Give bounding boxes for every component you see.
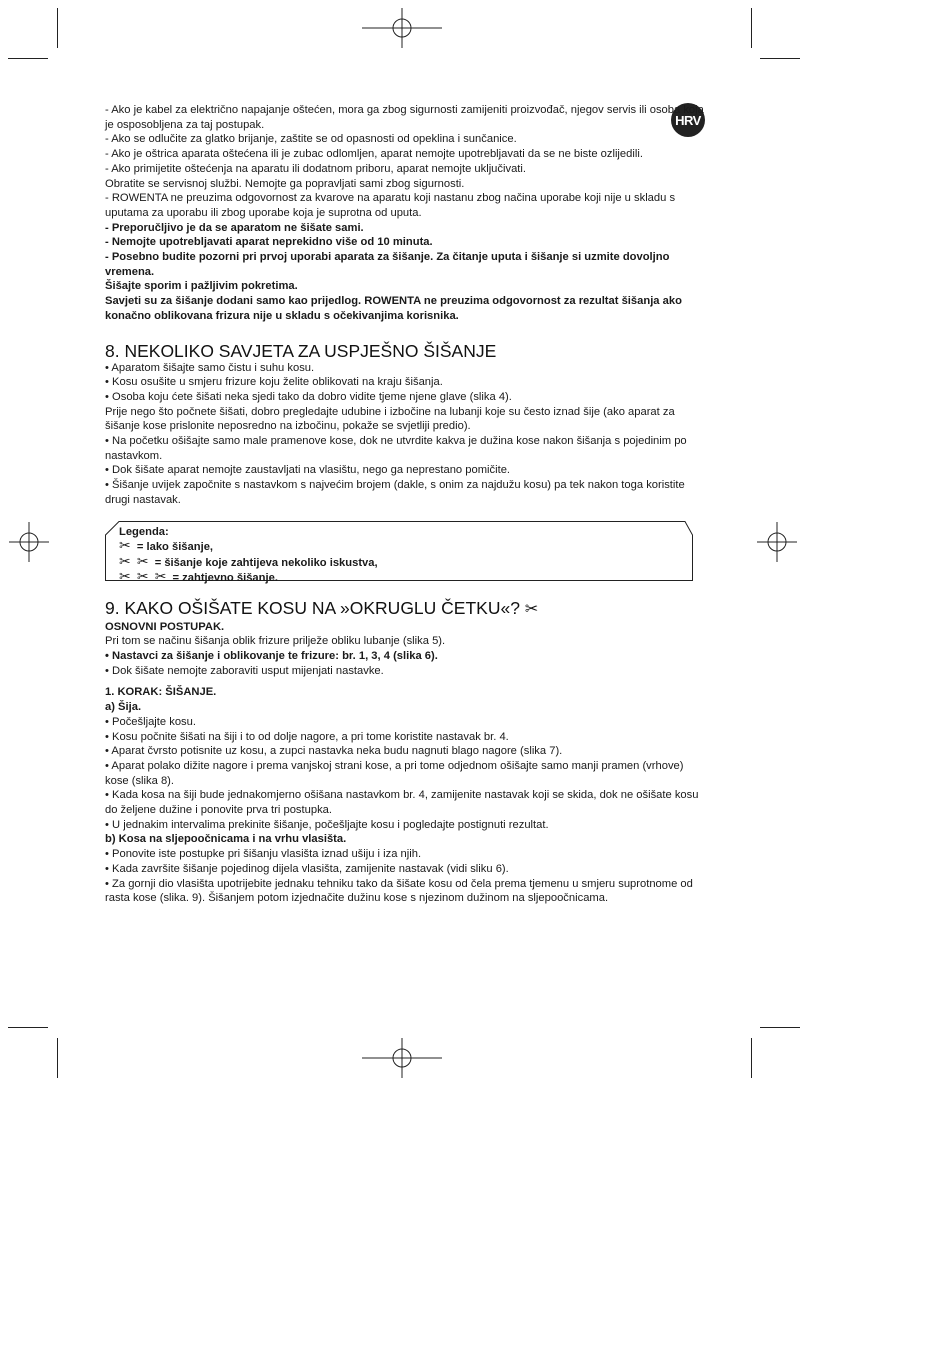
intro-paragraph: Obratite se servisnoj službi. Nemojte ga popravljati sami zbog sigurnosti. [105, 177, 465, 190]
registration-mark-top [362, 8, 442, 48]
safety-notes [105, 103, 705, 324]
scissors-icon: ✂ [136, 552, 149, 569]
scissors-icon: ✂ [119, 568, 131, 585]
step-item: • Aparat čvrsto potisnite uz kosu, a zupci nastavka neka budu nagnuti blago nagore (slika 7). [105, 745, 563, 758]
scissors-icon: ✂ [119, 537, 131, 554]
intro-paragraph: - Ako primijetite oštećenja na aparatu ili dodatnom priboru, aparat nemojte uključivati. [105, 162, 526, 175]
language-badge: HRV [671, 103, 705, 137]
legend-title: Legenda: [119, 525, 169, 538]
step-item: • Kada kosa na šiji bude jednakomjerno ošišana nastavkom br. 4, zamijenite nastavak koji se skida, dok ne ošišate kosu do željene dužine i ponovite prva tri postupka. [105, 789, 699, 817]
crop-mark-top-right-v [751, 8, 752, 48]
crop-mark-top-left-h [8, 58, 48, 59]
tip-item: • Dok šišate aparat nemojte zaustavljati na vlasištu, nego ga neprestano pomičite. [105, 464, 511, 477]
legend-line-hard [119, 570, 693, 586]
legend-text: = šišanje koje zahtijeva nekoliko iskustva, [154, 556, 378, 569]
scissors-icon: ✂ [136, 568, 149, 585]
intro-paragraph-bold: Savjeti su za šišanje dodani samo kao prijedlog. ROWENTA ne preuzima odgovornost za rezultat šišanja ako konačno oblikovana frizura nije u skladu s očekivanjima korisnika. [105, 295, 682, 322]
intro-paragraph: - Ako je oštrica aparata oštećena ili je zubac odlomljen, aparat nemojte upotrebljavati da se ne biste ozlijedili. [105, 148, 643, 161]
basic-procedure-heading: OSNOVNI POSTUPAK. [105, 620, 225, 633]
legend-box [105, 521, 693, 585]
step-1b-heading: b) Kosa na sljepoočnicama i na vrhu vlasišta. [105, 833, 347, 846]
legend-text: = zahtjevno šišanje. [172, 572, 278, 585]
tip-item: • Na početku ošišajte samo male pramenove kose, dok ne utvrdite kakva je dužina kose nakon šišanja s pojedinim po nastavkom. [105, 435, 687, 462]
tip-item: • Osoba koju ćete šišati neka sjedi tako da dobro vidite tjeme njene glave (slika 4). [105, 390, 512, 403]
crop-mark-top-right-h [760, 58, 800, 59]
tip-item: • Aparatom šišajte samo čistu i suhu kosu. [105, 361, 315, 374]
step-1-heading: 1. KORAK: ŠIŠANJE. [105, 686, 217, 699]
basic-item: • Dok šišate nemojte zaboraviti usput mijenjati nastavke. [105, 664, 384, 677]
legend-line-medium [119, 552, 693, 571]
intro-paragraph-bold: - Posebno budite pozorni pri prvoj uporabi aparata za šišanje. Za čitanje uputa i šišanje si uzmite dovoljno vremena. [105, 251, 670, 278]
crop-mark-bottom-left-h [8, 1027, 48, 1028]
section-9-title-text: 9. KAKO OŠIŠATE KOSU NA »OKRUGLU ČETKU«? [105, 597, 520, 618]
step-1a-heading: a) Šija. [105, 701, 142, 714]
section-8 [105, 341, 705, 508]
step-item: • Kosu počnite šišati na šiji i to od dolje nagore, a pri tome koristite nastavak br. 4. [105, 730, 509, 743]
step-item: • Aparat polako dižite nagore i prema vanjskoj strani kose, a pri tome odjednom ošišajte samo manji pramen (vrhove) kose (slika 8). [105, 759, 684, 787]
section-9-title [105, 598, 705, 620]
legend-line-easy [119, 539, 693, 555]
basic-item: Pri tom se načinu šišanja oblik frizure prilježe obliku lubanje (slika 5). [105, 635, 446, 648]
intro-paragraph-bold: Šišajte sporim i pažljivim pokretima. [105, 280, 298, 293]
registration-mark-bottom [362, 1038, 442, 1078]
step-item: • Počešljajte kosu. [105, 715, 196, 728]
legend-text: = lako šišanje, [136, 541, 214, 554]
tip-item: • Kosu osušite u smjeru frizure koju želite oblikovati na kraju šišanja. [105, 376, 443, 389]
intro-paragraph: - Ako je kabel za električno napajanje oštećen, mora ga zbog sigurnosti zamijeniti proizvođač, njegov servis ili osoba koja je osposobljena za taj postupak. [105, 104, 704, 131]
section-9 [105, 598, 705, 906]
tip-item: Prije nego što počnete šišati, dobro pregledajte udubine i izbočine na lubanji koje su često iznad šije (ako aparat za šišanje kose prislonite neposredno na izbočinu, pokaže se svjetliji predio). [105, 405, 675, 433]
registration-mark-right [757, 522, 797, 562]
intro-paragraph-bold: - Preporučljivo je da se aparatom ne šišate sami. [105, 221, 364, 234]
intro-paragraph: - ROWENTA ne preuzima odgovornost za kvarove na aparatu koji nastanu zbog načina uporabe koji nije u skladu s uputama za uporabu ili zbog uporabe koja je suprotna od uputa. [105, 192, 676, 219]
section-8-title: 8. NEKOLIKO SAVJETA ZA USPJEŠNO ŠIŠANJE [105, 340, 497, 361]
step-item: • Kada završite šišanje pojedinog dijela vlasišta, zamijenite nastavak (vidi sliku 6). [105, 862, 509, 875]
step-item: • Za gornji dio vlasišta upotrijebite jednaku tehniku tako da šišate kosu od čela prema tjemenu u smjeru suprotnome od rasta kose (slika. 9). Šišanjem potom izjednačite dužinu kose s njezinom dužinom na sljepoočnicama. [105, 877, 693, 905]
crop-mark-bottom-right-h [760, 1027, 800, 1028]
crop-mark-bottom-left-v [57, 1038, 58, 1078]
intro-paragraph-bold: - Nemojte upotrebljavati aparat neprekidno više od 10 minuta. [105, 236, 433, 249]
tip-item: • Šišanje uvijek započnite s nastavkom s najvećim brojem (dakle, s onim za najdužu kosu) pa tek nakon toga koristite drugi nastavak. [105, 479, 685, 506]
crop-mark-top-left-v [57, 8, 58, 48]
step-item: • U jednakim intervalima prekinite šišanje, počešljajte kosu i pogledajte postignuti rezultat. [105, 818, 549, 831]
document-body [105, 103, 705, 906]
scissors-icon: ✂ [154, 568, 167, 585]
intro-paragraph: - Ako se odlučite za glatko brijanje, zaštite se od opasnosti od opeklina i sunčanice. [105, 133, 517, 146]
basic-item-bold: • Nastavci za šišanje i oblikovanje te frizure: br. 1, 3, 4 (slika 6). [105, 649, 438, 662]
scissors-icon: ✂ [524, 600, 539, 618]
step-item: • Ponovite iste postupke pri šišanju vlasišta iznad ušiju i iza njih. [105, 848, 422, 861]
registration-mark-left [9, 522, 49, 562]
crop-mark-bottom-right-v [751, 1038, 752, 1078]
scissors-icon: ✂ [119, 552, 131, 569]
